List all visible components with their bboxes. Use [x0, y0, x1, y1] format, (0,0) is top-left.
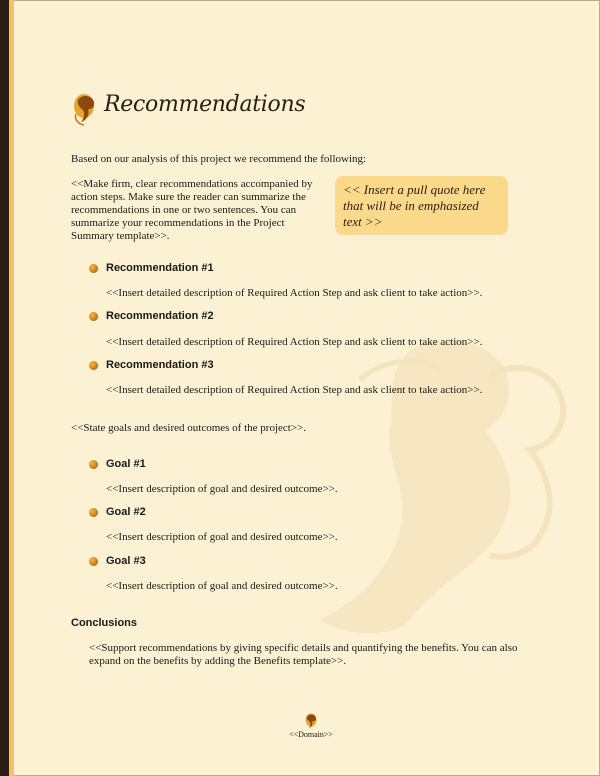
- goal-title: Goal #2: [106, 506, 146, 518]
- bullet-icon: [89, 508, 98, 517]
- recommendation-title: Recommendation #3: [106, 359, 214, 371]
- recommendation-title: Recommendation #1: [106, 262, 214, 274]
- goal-title: Goal #1: [106, 458, 146, 470]
- recommendation-desc: <<Insert detailed description of Required Action Step and ask client to take action>>.: [106, 336, 483, 348]
- conclusions-heading: Conclusions: [71, 617, 138, 629]
- bullet-icon: [89, 460, 98, 469]
- left-edge-dark-stripe: [0, 0, 9, 776]
- page-title: Recommendations: [104, 92, 306, 117]
- bullet-icon: [89, 312, 98, 321]
- pull-quote-box: << Insert a pull quote here that will be in emphasized text >>: [335, 176, 508, 235]
- instruction-paragraph: <<Make firm, clear recommendations accompanied by action steps. Make sure the reader can summarize the recommendations in one or two sentences. You can summarize your recommendations in the Project Summary template>>.: [71, 178, 313, 242]
- woman-profile-logo-icon: [72, 92, 98, 126]
- bullet-icon: [89, 264, 98, 273]
- recommendation-title: Recommendation #2: [106, 310, 214, 322]
- recommendation-desc: <<Insert detailed description of Required Action Step and ask client to take action>>.: [106, 384, 483, 396]
- goal-desc: <<Insert description of goal and desired outcome>>.: [106, 483, 338, 495]
- footer-logo-icon: [304, 712, 318, 730]
- goal-desc: <<Insert description of goal and desired outcome>>.: [106, 580, 338, 592]
- conclusions-paragraph: <<Support recommendations by giving specific details and quantifying the benefits. You can also expand on the benefits by adding the Benefits template>>.: [89, 642, 518, 667]
- bullet-icon: [89, 557, 98, 566]
- bullet-icon: [89, 361, 98, 370]
- goal-title: Goal #3: [106, 555, 146, 567]
- footer-domain: <<Domain>>: [289, 730, 333, 739]
- recommendation-desc: <<Insert detailed description of Required Action Step and ask client to take action>>.: [106, 287, 483, 299]
- goals-intro-text: <<State goals and desired outcomes of the project>>.: [71, 422, 306, 434]
- goal-desc: <<Insert description of goal and desired outcome>>.: [106, 531, 338, 543]
- intro-text: Based on our analysis of this project we recommend the following:: [71, 153, 367, 165]
- woman-silhouette-watermark-icon: [290, 320, 590, 640]
